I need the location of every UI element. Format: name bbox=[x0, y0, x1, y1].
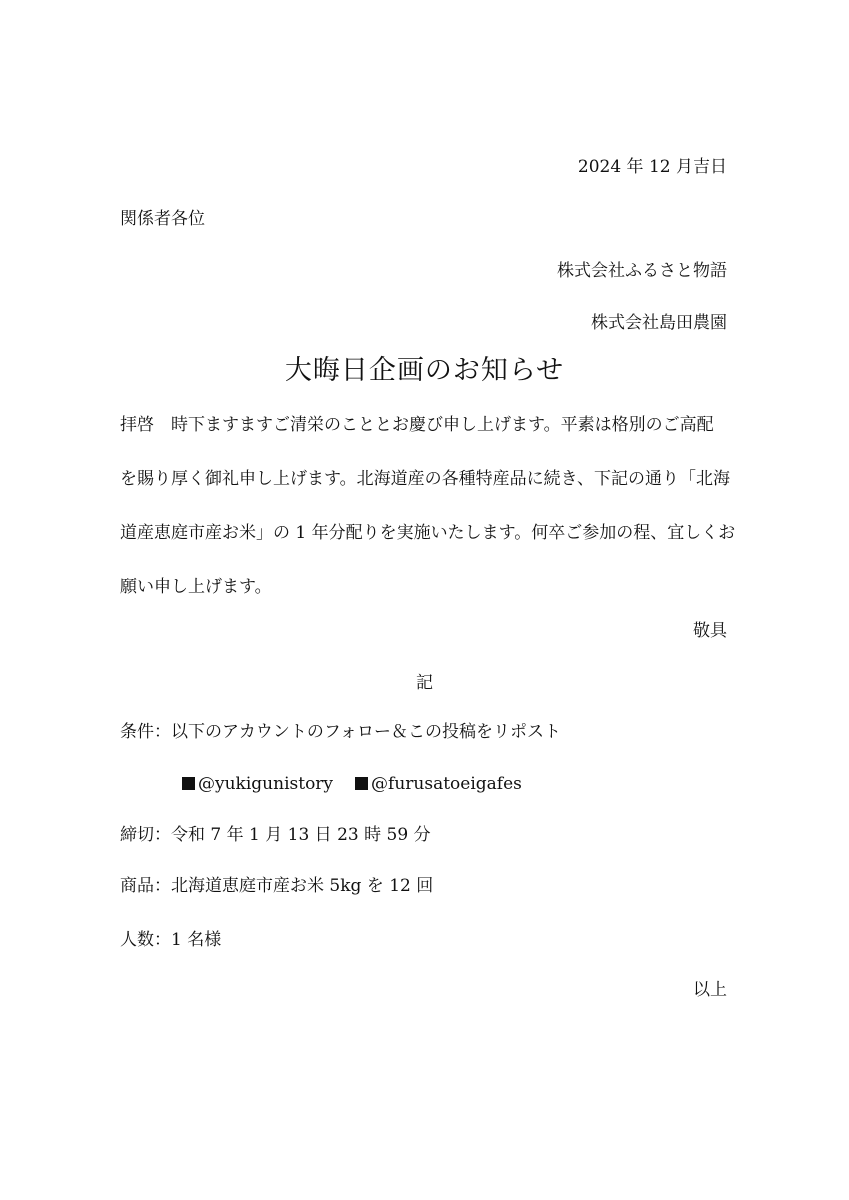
account-item bbox=[182, 772, 333, 796]
square-bullet-icon bbox=[182, 777, 195, 790]
page-title: 大晦日企画のお知らせ bbox=[284, 355, 565, 386]
body-line: を賜り厚く御礼申し上げます。北海道産の各種特産品に続き、下記の通り「北海 bbox=[120, 469, 730, 489]
body-line: 拝啓 時下ますますご清栄のこととお慶び申し上げます。平素は格別のご高配 bbox=[120, 415, 714, 435]
end-ijou: 以上 bbox=[693, 980, 727, 1000]
body-paragraph bbox=[120, 413, 736, 629]
document-date: 2024 年 12 月吉日 bbox=[577, 157, 727, 177]
account-list bbox=[182, 772, 522, 796]
winners-line: 人数：1 名様 bbox=[120, 930, 222, 950]
sender-company-1: 株式会社ふるさと物語 bbox=[557, 261, 727, 281]
square-bullet-icon bbox=[355, 777, 368, 790]
sender-company-2: 株式会社島田農園 bbox=[591, 313, 727, 333]
closing-keigu: 敬具 bbox=[693, 621, 727, 641]
account-handle: @yukigunistory bbox=[198, 774, 334, 794]
account-handle: @furusatoeigafes bbox=[371, 774, 522, 794]
addressee: 関係者各位 bbox=[120, 209, 205, 229]
body-line: 道産恵庭市産お米」の 1 年分配りを実施いたします。何卒ご参加の程、宜しくお bbox=[120, 523, 736, 543]
body-line: 願い申し上げます。 bbox=[120, 577, 272, 597]
ki-heading: 記 bbox=[416, 673, 433, 693]
account-item bbox=[355, 772, 522, 796]
product-line: 商品：北海道恵庭市産お米 5kg を 12 回 bbox=[120, 876, 434, 896]
condition-line: 条件：以下のアカウントのフォロー＆この投稿をリポスト bbox=[120, 722, 561, 742]
deadline-line: 締切：令和 7 年 1 月 13 日 23 時 59 分 bbox=[120, 825, 431, 845]
